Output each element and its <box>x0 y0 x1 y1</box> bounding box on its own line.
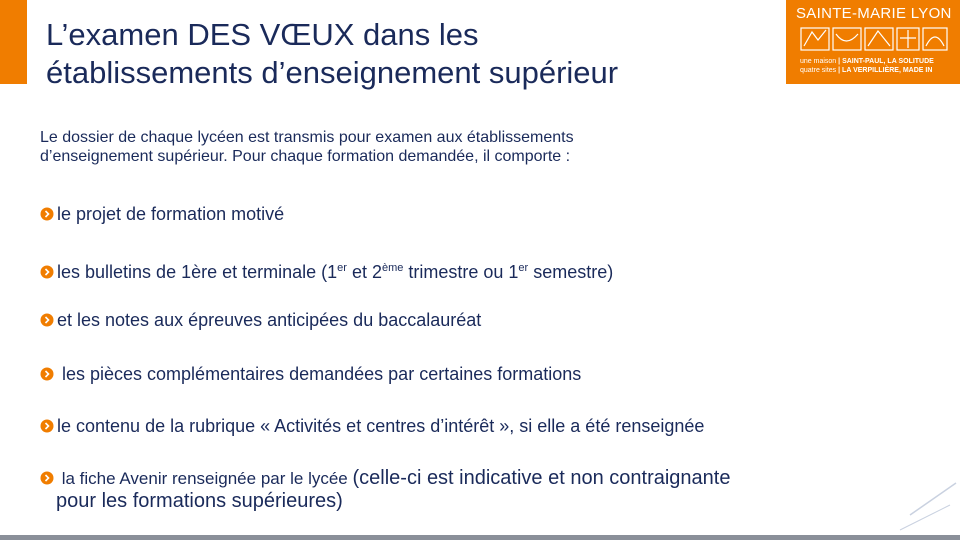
sup-2: ème <box>381 262 404 274</box>
arrow-circle-icon <box>40 367 54 381</box>
intro-line-2: d’enseignement supérieur. Pour chaque formation demandée, il comporte : <box>40 148 571 165</box>
arrow-circle-icon <box>40 207 54 221</box>
bullet-item-5 <box>40 415 940 437</box>
title-line-1: L’examen DES VŒUX dans les <box>46 17 479 52</box>
arrow-circle-icon <box>40 419 54 433</box>
bullet-text-3: et les notes aux épreuves anticipées du baccalauréat <box>57 310 482 330</box>
bottom-bar <box>0 535 960 540</box>
intro-line-1: Le dossier de chaque lycéen est transmis pour examen aux établissements <box>40 129 574 146</box>
bullet-item-1 <box>40 203 940 225</box>
arrow-circle-icon <box>40 313 54 327</box>
logo-sub-left-1: une maison <box>800 58 837 65</box>
bullet-item-3 <box>40 309 940 331</box>
bullet-item-2 <box>40 257 940 283</box>
bullet-text-2d: semestre) <box>528 262 614 282</box>
sup-1: er <box>337 262 347 274</box>
bullet-text-2c: trimestre ou 1 <box>403 262 519 282</box>
logo-sketch-icon <box>800 26 948 52</box>
bullet-text-2b: et 2 <box>346 262 382 282</box>
logo-name: SAINTE-MARIE LYON <box>796 5 952 22</box>
sup-3: er <box>518 262 529 274</box>
title-line-2: établissements d’enseignement supérieur <box>46 55 619 90</box>
school-logo <box>786 0 960 84</box>
arrow-circle-icon <box>40 471 54 485</box>
corner-decoration <box>870 475 960 535</box>
accent-bar <box>0 0 27 84</box>
logo-sub-right-2: LA VERPILLIÈRE, MADE IN <box>842 67 933 74</box>
logo-sub-right-1: SAINT-PAUL, LA SOLITUDE <box>842 58 934 65</box>
bullet-text-6a: la fiche Avenir renseignée par le lycée <box>57 469 353 488</box>
bullet-text-2a: les bulletins de 1ère et terminale (1 <box>57 262 338 282</box>
logo-subtitle: une maison | SAINT-PAUL, LA SOLITUDE quatre sites | LA VERPILLIÈRE, MADE IN <box>800 58 934 74</box>
bullet-text-6c: pour les formations supérieures) <box>56 490 343 512</box>
bullet-text-5: le contenu de la rubrique « Activités et centres d’intérêt », si elle a été renseignée <box>57 416 705 436</box>
bullet-item-4 <box>40 363 940 385</box>
bullet-text-6b: (celle-ci est indicative et non contraignante <box>352 467 731 489</box>
arrow-circle-icon <box>40 265 54 279</box>
logo-sub-left-2: quatre sites <box>800 67 837 74</box>
bullet-text-4: les pièces complémentaires demandées par certaines formations <box>57 364 582 384</box>
intro-paragraph <box>40 128 800 166</box>
slide-title <box>46 16 786 92</box>
bullet-text-1: le projet de formation motivé <box>57 204 285 224</box>
bullet-item-6 <box>40 467 940 513</box>
